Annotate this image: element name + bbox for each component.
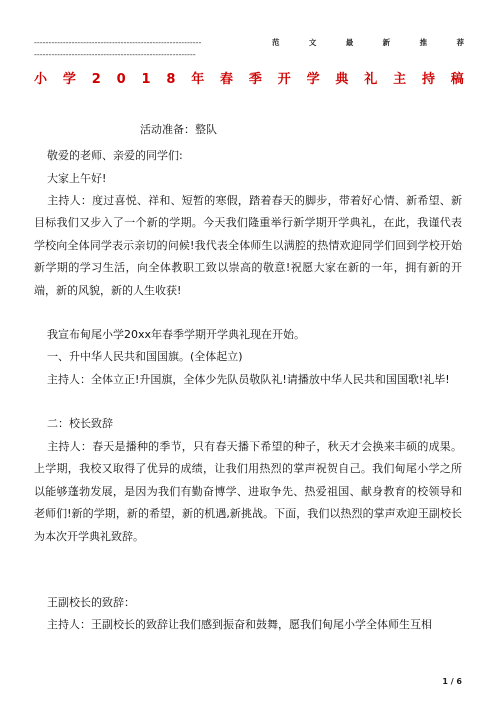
title-char: 学 (306, 72, 320, 87)
header-dash-line: -------------------------------------------------------- (34, 50, 196, 59)
title-char: 稿 (450, 72, 464, 87)
title-char: 2 (91, 72, 101, 87)
title-char: 8 (166, 72, 176, 87)
paragraph: 主持人：王副校长的致辞让我们感到振奋和鼓舞，愿我们甸尾小学全体师生互相 (47, 618, 432, 631)
paragraph: 主持人：全体立正!升国旗，全体少先队员敬队礼!请播放中华人民共和国国歌!礼毕! (47, 373, 450, 386)
header-char: 文 (308, 38, 317, 47)
header-label (272, 38, 464, 48)
page-header (34, 36, 464, 64)
paragraph: 王副校长的致辞： (47, 596, 135, 609)
title-char: 开 (277, 72, 291, 87)
paragraph: 一、升中华人民共和国国旗。(全体起立) (47, 350, 243, 363)
title-char: 主 (393, 72, 407, 87)
activity-prep: 活动准备：整队 (140, 123, 217, 136)
title-char: 小 (34, 72, 48, 87)
header-char: 最 (345, 38, 354, 47)
title-char: 学 (62, 72, 76, 87)
paragraph: 主持人：春天是播种的季节，只有春天播下希望的种子，秋天才会换来丰硕的成果。上学期，我校又取得了优异的成绩，让我们用热烈的掌声祝贺自己。我们甸尾小学之所以能够蓬勃发展，是因为我们有勤奋博学、进取争先、热爱祖国、献身教育的校领导和老师们!新的学期，新的希望，新的机遇,新挑战。下面，我们以热烈的掌声欢迎王副校长为本次开学典礼致辞。 (34, 440, 462, 543)
header-dash-line: ---------------------------------------------------------- (34, 38, 202, 47)
paragraph: 二：校长致辞 (47, 417, 113, 430)
document-title (34, 72, 464, 88)
title-char: 1 (141, 72, 151, 87)
title-char: 0 (116, 72, 126, 87)
title-char: 持 (421, 72, 435, 87)
header-char: 范 (272, 38, 280, 47)
paragraph: 敬爱的老师、亲爱的同学们: (47, 149, 183, 162)
paragraph: 我宣布甸尾小学20xx年春季学期开学典礼现在开始。 (47, 328, 306, 341)
title-char: 春 (220, 72, 234, 87)
header-char: 新 (382, 38, 391, 47)
header-char: 推 (419, 38, 428, 47)
header-char: 荐 (456, 38, 464, 47)
paragraph: 大家上午好! (47, 172, 107, 185)
title-char: 典 (335, 72, 349, 87)
page-number: 1 / 6 (442, 677, 462, 686)
title-char: 礼 (364, 72, 378, 87)
paragraph: 主持人：度过喜悦、祥和、短暂的寒假，踏着春天的脚步，带着好心情、新希望、新目标我们又步入了一个新的学期。今天我们隆重举行新学期开学典礼，在此，我谨代表学校向全体同学表示亲切的问候!我代表全体师生以满腔的热情欢迎同学们回到学校开始新学期的学习生活，向全体教职工致以崇高的敬意!祝愿大家在新的一年，拥有新的开端，新的风貌，新的人生收获! (34, 194, 462, 297)
title-char: 季 (248, 72, 262, 87)
title-char: 年 (191, 72, 205, 87)
